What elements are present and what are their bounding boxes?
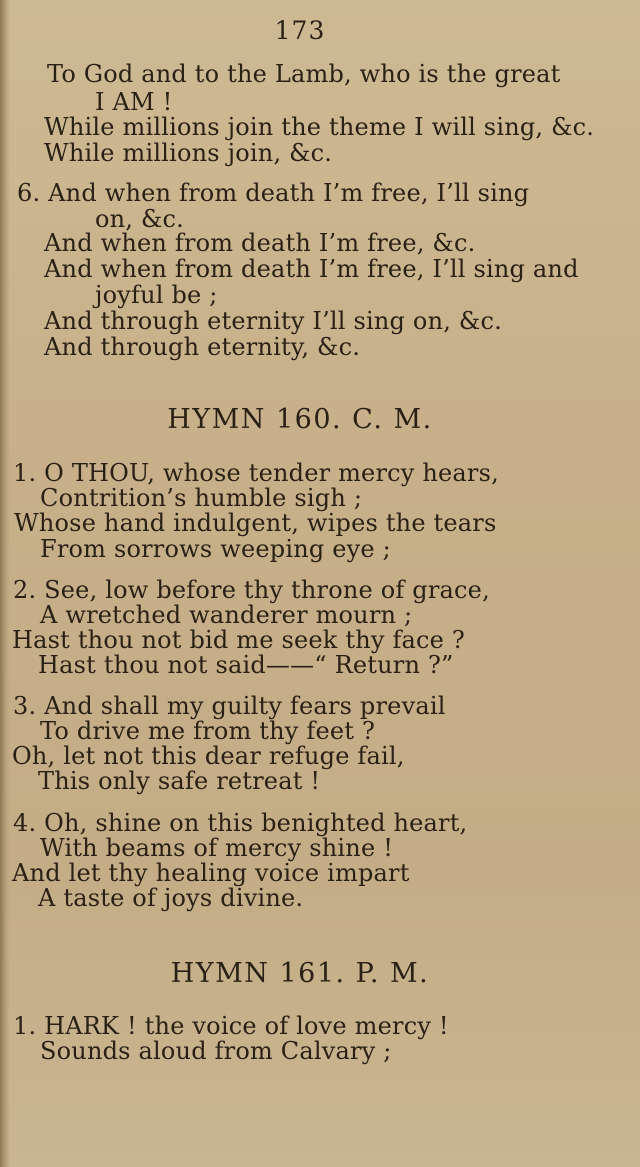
page-number: 173 xyxy=(274,16,326,45)
verse-line: This only safe retreat ! xyxy=(38,767,321,795)
verse-line: Oh, let not this dear refuge fail, xyxy=(12,742,405,770)
verse-line: And through eternity, &c. xyxy=(44,333,361,361)
verse-line: From sorrows weeping eye ; xyxy=(40,535,391,563)
verse-line: To drive me from thy feet ? xyxy=(40,717,376,745)
verse-line: With beams of mercy shine ! xyxy=(40,834,394,862)
verse-line: While millions join the theme I will sing, &c. xyxy=(44,113,595,141)
verse-line: And let thy healing voice impart xyxy=(12,859,410,887)
verse-line: Hast thou not bid me seek thy face ? xyxy=(12,626,465,654)
verse-line: And when from death I’m free, &c. xyxy=(44,229,476,257)
verse-line: 4. Oh, shine on this benighted heart, xyxy=(13,809,468,837)
verse-line: To God and to the Lamb, who is the great xyxy=(47,60,561,88)
verse-line: Contrition’s humble sigh ; xyxy=(40,484,363,512)
verse-line: 1. HARK ! the voice of love mercy ! xyxy=(13,1012,449,1040)
verse-line: Sounds aloud from Calvary ; xyxy=(40,1037,392,1065)
verse-line: on, &c. xyxy=(95,205,184,233)
verse-line: Hast thou not said——“ Return ?” xyxy=(38,651,454,679)
verse-line: A taste of joys divine. xyxy=(38,884,304,912)
verse-line: joyful be ; xyxy=(95,281,218,309)
hymn-title: HYMN 160. C. M. xyxy=(167,404,433,435)
verse-line: And through eternity I’ll sing on, &c. xyxy=(44,307,502,335)
verse-line: 1. O THOU, whose tender mercy hears, xyxy=(13,459,499,487)
hymn-title: HYMN 161. P. M. xyxy=(170,958,430,989)
verse-line: 2. See, low before thy throne of grace, xyxy=(13,576,490,604)
verse-line: 3. And shall my guilty fears prevail xyxy=(13,692,446,720)
verse-line: While millions join, &c. xyxy=(44,139,333,167)
verse-line: 6. And when from death I’m free, I’ll sing xyxy=(17,179,530,207)
verse-line: Whose hand indulgent, wipes the tears xyxy=(14,509,497,537)
verse-line: And when from death I’m free, I’ll sing and xyxy=(44,255,579,283)
verse-line: A wretched wanderer mourn ; xyxy=(40,601,413,629)
verse-line: I AM ! xyxy=(95,88,173,116)
